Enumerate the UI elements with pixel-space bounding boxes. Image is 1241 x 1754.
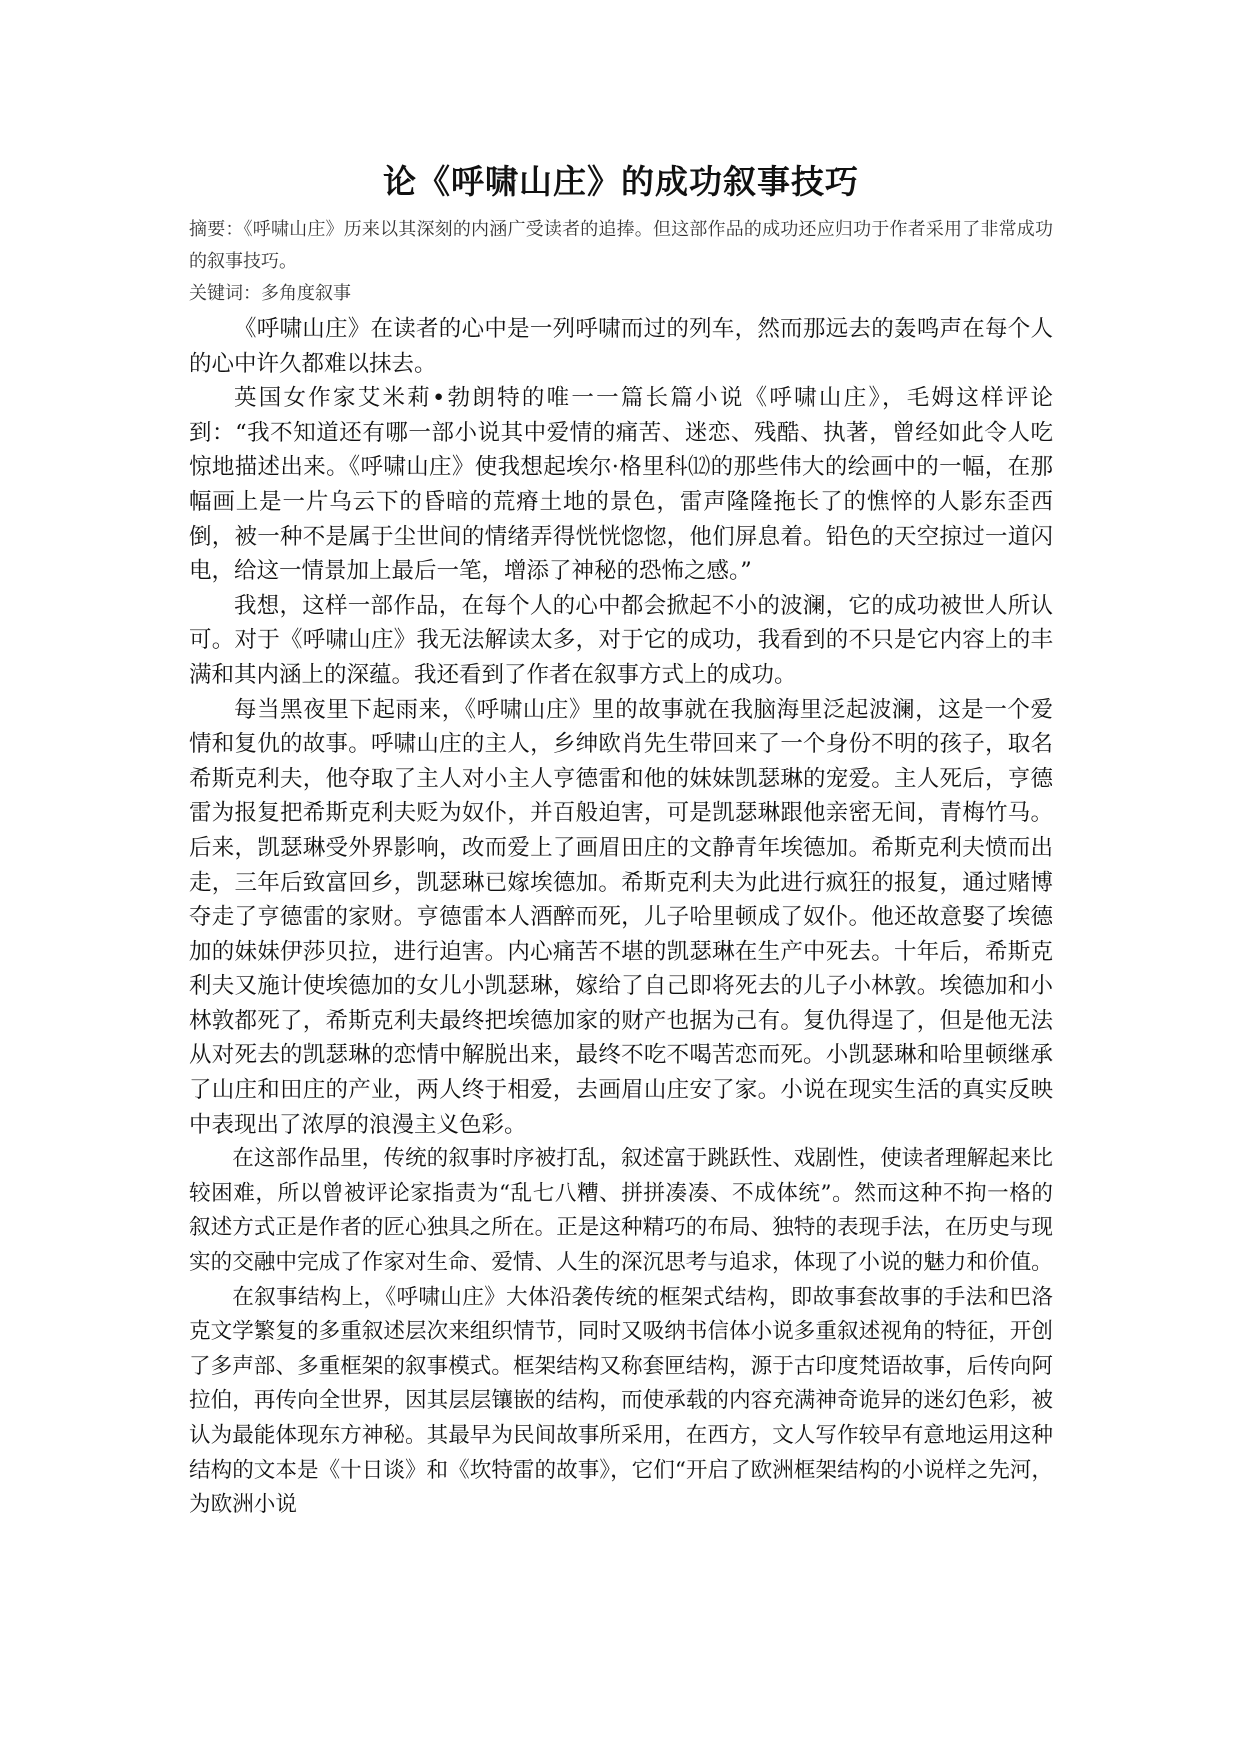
body-paragraph-1: 《呼啸山庄》在读者的心中是一列呼啸而过的列车，然而那远去的轰鸣声在每个人的心中许久都难以抹去。	[189, 316, 1053, 377]
body-paragraph-5: 在这部作品里，传统的叙事时序被打乱，叙述富于跳跃性、戏剧性，使读者理解起来比较困难，所以曾被评论家指责为“乱七八糟、拼拼凑凑、不成体统”。然而这种不拘一格的叙述方式正是作者的匠心独具之所在。正是这种精巧的布局、独特的表现手法，在历史与现实的交融中完成了作家对生命、爱情、人生的深沉思考与追求，体现了小说的魅力和价值。	[189, 1146, 1053, 1276]
keywords: 关键词：多角度叙事	[189, 283, 351, 304]
document-page	[189, 158, 1053, 1523]
body-paragraph-3: 我想，这样一部作品，在每个人的心中都会掀起不小的波澜，它的成功被世人所认可。对于《呼啸山庄》我无法解读太多，对于它的成功，我看到的不只是它内容上的丰满和其内涵上的深蕴。我还看到了作者在叙事方式上的成功。	[189, 592, 1053, 688]
body-paragraph-4: 每当黑夜里下起雨来，《呼啸山庄》里的故事就在我脑海里泛起波澜，这是一个爱情和复仇的故事。呼啸山庄的主人，乡绅欧肖先生带回来了一个身份不明的孩子，取名希斯克利夫，他夺取了主人对小主人亨德雷和他的妹妹凯瑟琳的宠爱。主人死后，亨德雷为报复把希斯克利夫贬为奴仆，并百般迫害，可是凯瑟琳跟他亲密无间，青梅竹马。后来，凯瑟琳受外界影响，改而爱上了画眉田庄的文静青年埃德加。希斯克利夫愤而出走，三年后致富回乡，凯瑟琳已嫁埃德加。希斯克利夫为此进行疯狂的报复，通过赌博夺走了亨德雷的家财。亨德雷本人酒醉而死，儿子哈里顿成了奴仆。他还故意娶了埃德加的妹妹伊莎贝拉，进行迫害。内心痛苦不堪的凯瑟琳在生产中死去。十年后，希斯克利夫又施计使埃德加的女儿小凯瑟琳，嫁给了自己即将死去的儿子小林敦。埃德加和小林敦都死了，希斯克利夫最终把埃德加家的财产也据为己有。复仇得逞了，但是他无法从对死去的凯瑟琳的恋情中解脱出来，最终不吃不喝苦恋而死。小凯瑟琳和哈里顿继承了山庄和田庄的产业，两人终于相爱，去画眉山庄安了家。小说在现实生活的真实反映中表现出了浓厚的浪漫主义色彩。	[189, 696, 1053, 1138]
body-paragraph-2: 英国女作家艾米莉•勃朗特的唯一一篇长篇小说《呼啸山庄》，毛姆这样评论到：“我不知道还有哪一部小说其中爱情的痛苦、迷恋、残酷、执著，曾经如此令人吃惊地描述出来。《呼啸山庄》使我想起埃尔·格里科⑿的那些伟大的绘画中的一幅，在那幅画上是一片乌云下的昏暗的荒瘠土地的景色，雷声隆隆拖长了的憔悴的人影东歪西倒，被一种不是属于尘世间的情绪弄得恍恍惚惚，他们屏息着。铅色的天空掠过一道闪电，给这一情景加上最后一笔，增添了神秘的恐怖之感。”	[189, 385, 1053, 585]
abstract: 摘要：《呼啸山庄》历来以其深刻的内涵广受读者的追捧。但这部作品的成功还应归功于作者采用了非常成功的叙事技巧。	[189, 219, 1053, 272]
document-title: 论《呼啸山庄》的成功叙事技巧	[383, 162, 859, 201]
body-paragraph-6: 在叙事结构上，《呼啸山庄》大体沿袭传统的框架式结构，即故事套故事的手法和巴洛克文学繁复的多重叙述层次来组织情节，同时又吸纳书信体小说多重叙述视角的特征，开创了多声部、多重框架的叙事模式。框架结构又称套匣结构，源于古印度梵语故事，后传向阿拉伯，再传向全世界，因其层层镶嵌的结构，而使承载的内容充满神奇诡异的迷幻色彩，被认为最能体现东方神秘。其最早为民间故事所采用，在西方，文人写作较早有意地运用这种结构的文本是《十日谈》和《坎特雷的故事》，它们“开启了欧洲框架结构的小说样之先河，为欧洲小说	[189, 1284, 1053, 1518]
